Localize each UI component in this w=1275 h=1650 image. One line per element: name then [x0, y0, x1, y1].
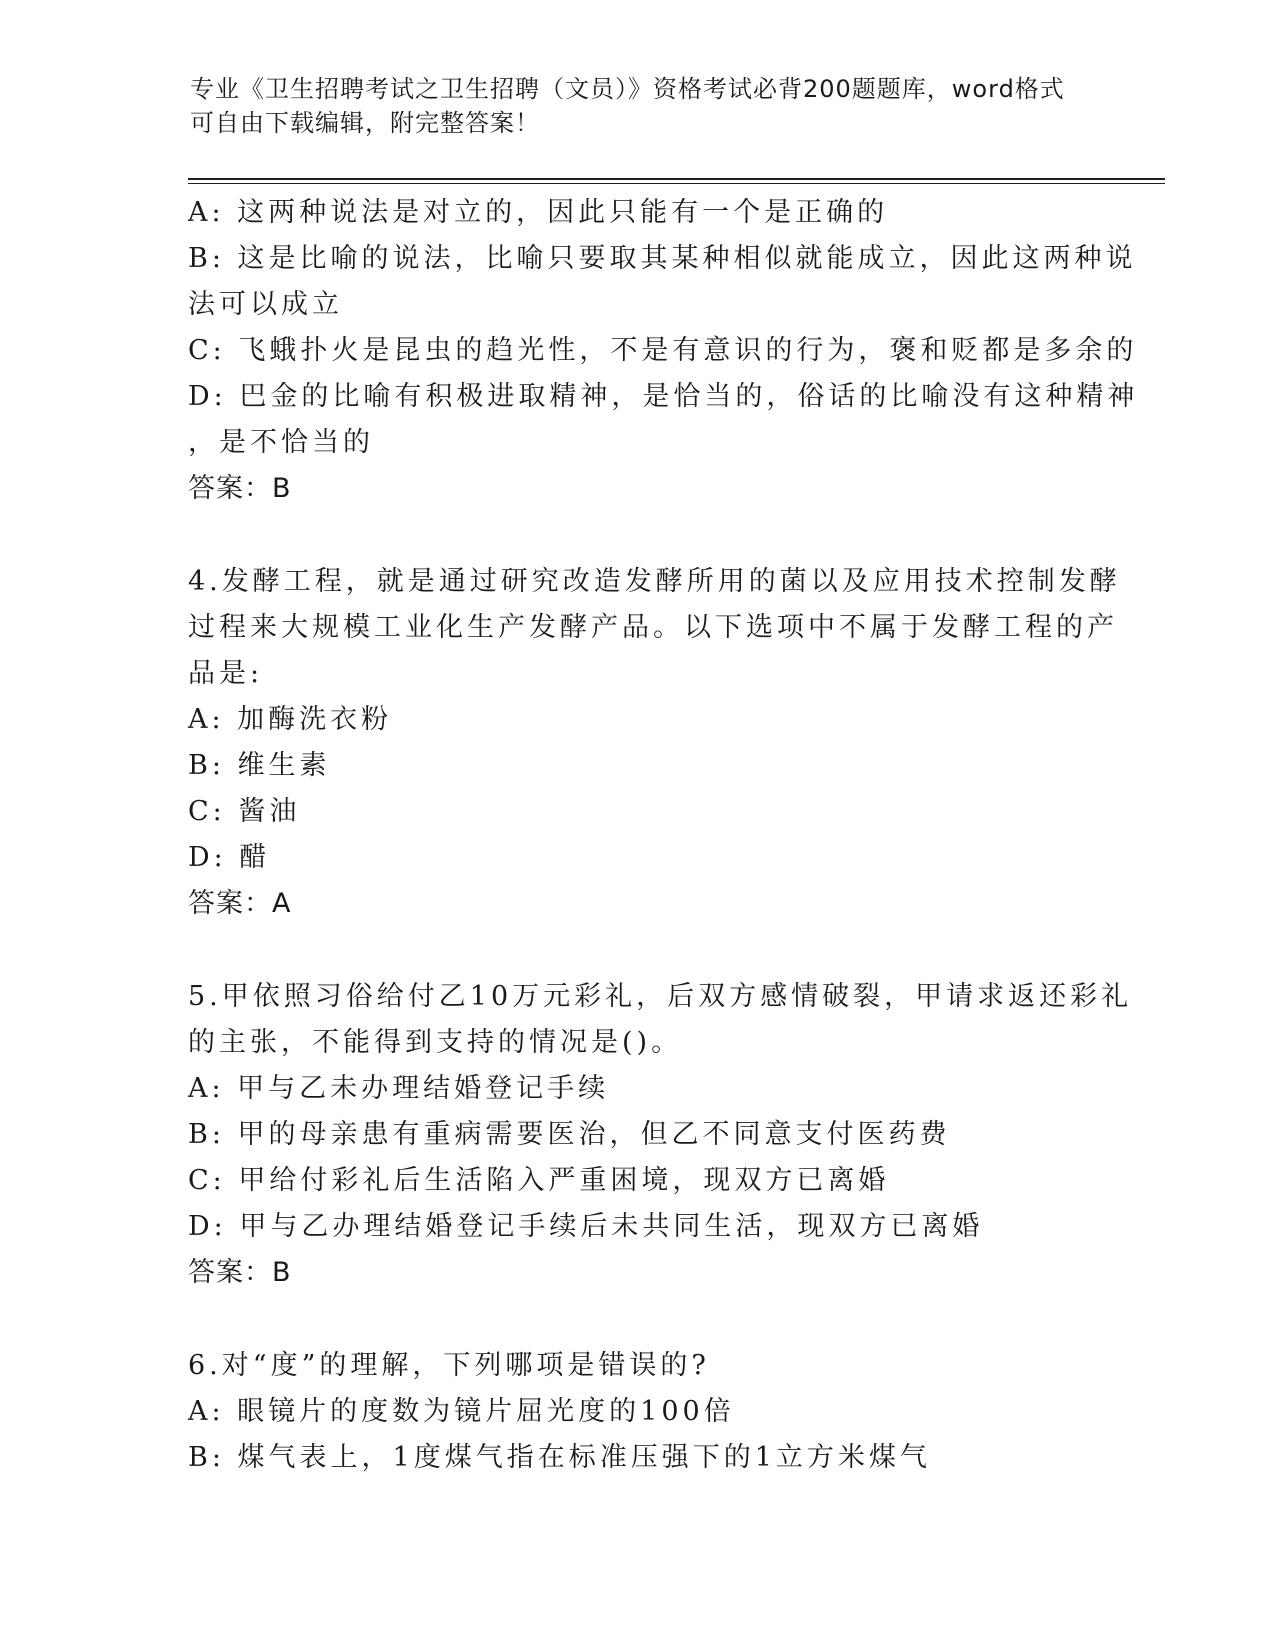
question-5	[188, 974, 1133, 1296]
q6-option-a: A: 眼镜片的度数为镜片屈光度的100倍	[188, 1396, 735, 1427]
document-body	[188, 190, 1139, 1481]
q5-stem-line-2: 的主张，不能得到支持的情况是()。	[188, 1027, 683, 1058]
question-4	[188, 559, 1121, 927]
q5-option-c: C: 甲给付彩礼后生活陷入严重困境，现双方已离婚	[188, 1165, 890, 1196]
q6-stem-line-1: 6.对“度”的理解，下列哪项是错误的?	[188, 1350, 710, 1381]
q3-answer: 答案：B	[188, 473, 292, 504]
q3-option-d-line-2: ，是不恰当的	[188, 427, 374, 458]
q3-option-d-line-1: D: 巴金的比喻有积极进取精神，是恰当的，俗话的比喻没有这种精神	[188, 381, 1139, 412]
question-spacer	[188, 512, 1088, 559]
header-divider-thin	[188, 183, 1165, 184]
q5-stem-line-1: 5.甲依照习俗给付乙10万元彩礼，后双方感情破裂，甲请求返还彩礼	[188, 981, 1133, 1012]
header-divider-thick	[188, 178, 1165, 180]
header-title-line-2: 可自由下载编辑，附完整答案！	[190, 109, 540, 137]
q4-stem-line-2: 过程来大规模工业化生产发酵产品。以下选项中不属于发酵工程的产	[188, 612, 1118, 643]
q5-option-a: A: 甲与乙未办理结婚登记手续	[188, 1073, 610, 1104]
header-title-line-1: 专业《卫生招聘考试之卫生招聘（文员）》资格考试必背200题题库，word格式	[190, 75, 1065, 103]
q3-option-b-line-2: 法可以成立	[188, 289, 343, 320]
q4-option-a: A: 加酶洗衣粉	[188, 704, 393, 735]
q4-option-d: D: 醋	[188, 842, 271, 873]
q3-option-a: A: 这两种说法是对立的，因此只能有一个是正确的	[188, 197, 889, 228]
q6-option-b: B: 煤气表上，1度煤气指在标准压强下的1立方米煤气	[188, 1442, 931, 1473]
question-3	[188, 190, 1139, 512]
q4-option-c: C: 酱油	[188, 796, 301, 827]
document-header	[190, 72, 1090, 140]
q3-option-b-line-1: B: 这是比喻的说法，比喻只要取其某种相似就能成立，因此这两种说	[188, 243, 1137, 274]
q5-answer: 答案：B	[188, 1257, 292, 1288]
question-spacer	[188, 1296, 1088, 1343]
q4-answer: 答案：A	[188, 888, 292, 919]
q4-stem-line-1: 4.发酵工程，就是通过研究改造发酵所用的菌以及应用技术控制发酵	[188, 566, 1121, 597]
q5-option-d: D: 甲与乙办理结婚登记手续后未共同生活，现双方已离婚	[188, 1211, 984, 1242]
q3-option-c: C: 飞蛾扑火是昆虫的趋光性，不是有意识的行为，褒和贬都是多余的	[188, 335, 1138, 366]
q5-option-b: B: 甲的母亲患有重病需要医治，但乙不同意支付医药费	[188, 1119, 951, 1150]
q4-stem-line-3: 品是:	[188, 658, 264, 689]
q4-option-b: B: 维生素	[188, 750, 331, 781]
question-spacer	[188, 927, 1088, 974]
question-6	[188, 1343, 1088, 1481]
